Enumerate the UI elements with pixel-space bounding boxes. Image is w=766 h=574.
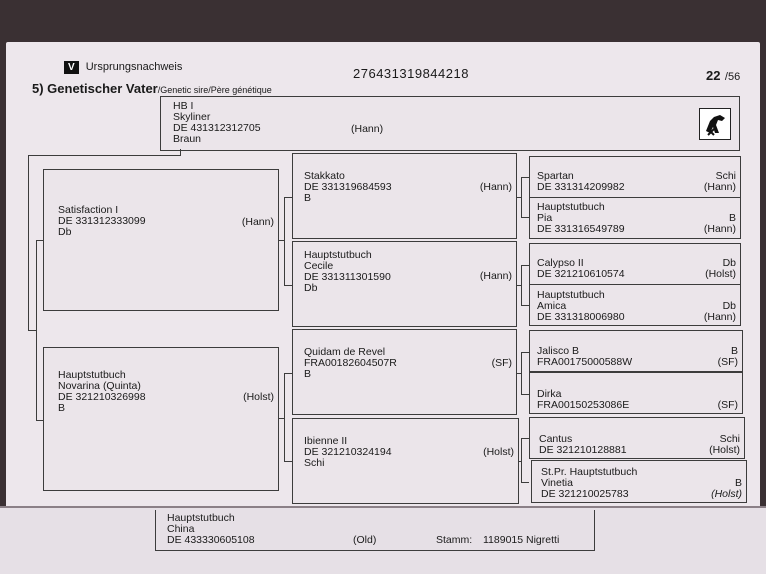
- gen1-dam-color: B: [58, 402, 66, 414]
- connector: [284, 285, 292, 286]
- connector: [521, 482, 529, 483]
- gen2-breed: (SF): [491, 357, 512, 369]
- gen3-box-5: [529, 330, 743, 372]
- gen2-name: Cecile: [304, 260, 334, 272]
- gen3-box-2: [529, 197, 741, 239]
- gen2-reg: DE 331319684593: [304, 181, 392, 193]
- gen3-reg: DE 331316549789: [537, 223, 625, 235]
- next-breed: (Old): [353, 534, 377, 546]
- connector: [521, 394, 529, 395]
- gen3-reg: FRA00175000588W: [537, 356, 633, 368]
- sire-label: HB I: [173, 100, 194, 112]
- connector: [28, 155, 180, 156]
- connector: [36, 240, 43, 241]
- section-subtitle: /Genetic sire/Père génétique: [157, 85, 272, 95]
- gen3-breed: (Holst): [711, 488, 742, 500]
- gen3-breed: (Hann): [703, 311, 736, 323]
- gen3-box-7: [529, 417, 745, 459]
- gen1-dam-reg: DE 321210326998: [58, 391, 146, 403]
- connector: [284, 373, 285, 461]
- page-number: 22: [706, 68, 721, 83]
- gen3-color: B: [734, 477, 742, 489]
- page-indicator: [706, 67, 740, 85]
- gen3-box-4: [529, 284, 741, 326]
- gen2-box-2: [292, 241, 517, 327]
- stamm-value: 1189015 Nigretti: [483, 534, 560, 546]
- gen3-color: Db: [722, 257, 736, 269]
- gen2-label: Hauptstutbuch: [304, 249, 372, 261]
- connector: [521, 177, 522, 217]
- connector: [180, 149, 181, 156]
- gen2-reg: FRA00182604507R: [304, 357, 397, 369]
- gen2-color: B: [304, 368, 312, 380]
- gen3-box-1: [529, 156, 741, 198]
- gen2-breed: (Holst): [483, 446, 514, 458]
- gen3-label: Hauptstutbuch: [537, 289, 605, 301]
- sire-reg: DE 431312312705: [173, 122, 261, 134]
- gen2-color: Db: [304, 282, 318, 294]
- connector: [521, 438, 529, 439]
- gen3-reg: DE 321210128881: [539, 444, 627, 456]
- connector: [521, 265, 529, 266]
- connector: [521, 177, 529, 178]
- gen3-label: Hauptstutbuch: [537, 201, 605, 213]
- next-label: Hauptstutbuch: [167, 512, 235, 524]
- gen3-box-6: [529, 372, 743, 414]
- gen3-breed: (SF): [717, 356, 738, 368]
- sire-color: Braun: [173, 133, 202, 145]
- connector: [284, 197, 292, 198]
- gen1-sire-box: [43, 169, 279, 311]
- next-reg: DE 433330605108: [167, 534, 255, 546]
- connector: [36, 240, 37, 420]
- gen3-name: Vinetia: [541, 477, 573, 489]
- gen3-breed: (Hann): [703, 181, 736, 193]
- gen1-sire-color: Db: [58, 226, 72, 238]
- gen3-breed: (Hann): [703, 223, 736, 235]
- gen2-color: B: [304, 192, 312, 204]
- connector: [521, 352, 522, 394]
- connector: [521, 352, 529, 353]
- connector: [521, 217, 529, 218]
- gen2-name: Quidam de Revel: [304, 346, 386, 358]
- page-total: /56: [724, 71, 741, 83]
- gen2-reg: DE 321210324194: [304, 446, 392, 458]
- document-number: 276431319844218: [353, 66, 469, 81]
- gen3-name: Pia: [537, 212, 553, 224]
- connector: [28, 155, 29, 330]
- gen1-sire-breed: (Hann): [241, 216, 274, 228]
- connector: [284, 373, 292, 374]
- gen3-reg: DE 321210025783: [541, 488, 629, 500]
- gen2-box-4: [292, 418, 519, 504]
- gen1-sire-reg: DE 331312333099: [58, 215, 146, 227]
- gen3-color: B: [728, 212, 736, 224]
- sire-breed: (Hann): [351, 123, 384, 135]
- gen3-name: Amica: [537, 300, 567, 312]
- gen3-breed: (Holst): [705, 268, 736, 280]
- gen3-name: Spartan: [537, 170, 574, 182]
- gen3-color: B: [730, 345, 738, 357]
- gen3-color: Db: [722, 300, 736, 312]
- gen1-dam-name: Novarina (Quinta): [58, 380, 141, 392]
- horse-brand-icon: [699, 108, 731, 140]
- gen3-label: St.Pr. Hauptstutbuch: [541, 466, 638, 478]
- gen1-sire-name: Satisfaction I: [58, 204, 119, 216]
- gen3-reg: DE 331314209982: [537, 181, 625, 193]
- connector: [521, 265, 522, 305]
- gen3-color: Schi: [719, 433, 740, 445]
- connector: [28, 330, 36, 331]
- gen3-name: Dirka: [537, 388, 562, 400]
- gen2-box-1: [292, 153, 517, 239]
- sire-box: [160, 96, 740, 151]
- gen1-dam-box: [43, 347, 279, 491]
- gen3-color: Schi: [715, 170, 736, 182]
- gen2-name: Stakkato: [304, 170, 345, 182]
- next-name: China: [167, 523, 195, 535]
- gen3-name: Calypso II: [537, 257, 584, 269]
- connector: [284, 461, 292, 462]
- gen3-name: Cantus: [539, 433, 573, 445]
- stamm-label: Stamm:: [436, 534, 473, 546]
- gen1-dam-label: Hauptstutbuch: [58, 369, 126, 381]
- gen3-name: Jalisco B: [537, 345, 580, 357]
- gen3-box-8: [531, 460, 747, 503]
- connector: [36, 420, 43, 421]
- document-title: Ursprungsnachweis: [85, 61, 183, 73]
- gen2-breed: (Hann): [479, 181, 512, 193]
- section-title: 5) Genetischer Vater: [32, 81, 158, 96]
- gen1-dam-breed: (Holst): [243, 391, 274, 403]
- connector: [521, 305, 529, 306]
- gen2-breed: (Hann): [479, 270, 512, 282]
- gen3-breed: (SF): [717, 399, 738, 411]
- gen2-reg: DE 331311301590: [304, 271, 391, 283]
- gen3-box-3: [529, 243, 741, 285]
- gen2-box-3: [292, 329, 517, 415]
- gen2-name: Ibienne II: [304, 435, 348, 447]
- sire-name: Skyliner: [173, 111, 211, 123]
- gen3-breed: (Holst): [709, 444, 740, 456]
- header-title-row: [64, 61, 182, 74]
- gen3-reg: DE 321210610574: [537, 268, 625, 280]
- connector: [284, 197, 285, 285]
- gen2-color: Schi: [304, 457, 325, 469]
- section-badge: V: [64, 61, 79, 74]
- connector: [521, 438, 522, 482]
- gen3-reg: DE 331318006980: [537, 311, 625, 323]
- gen3-reg: FRA00150253086E: [537, 399, 630, 411]
